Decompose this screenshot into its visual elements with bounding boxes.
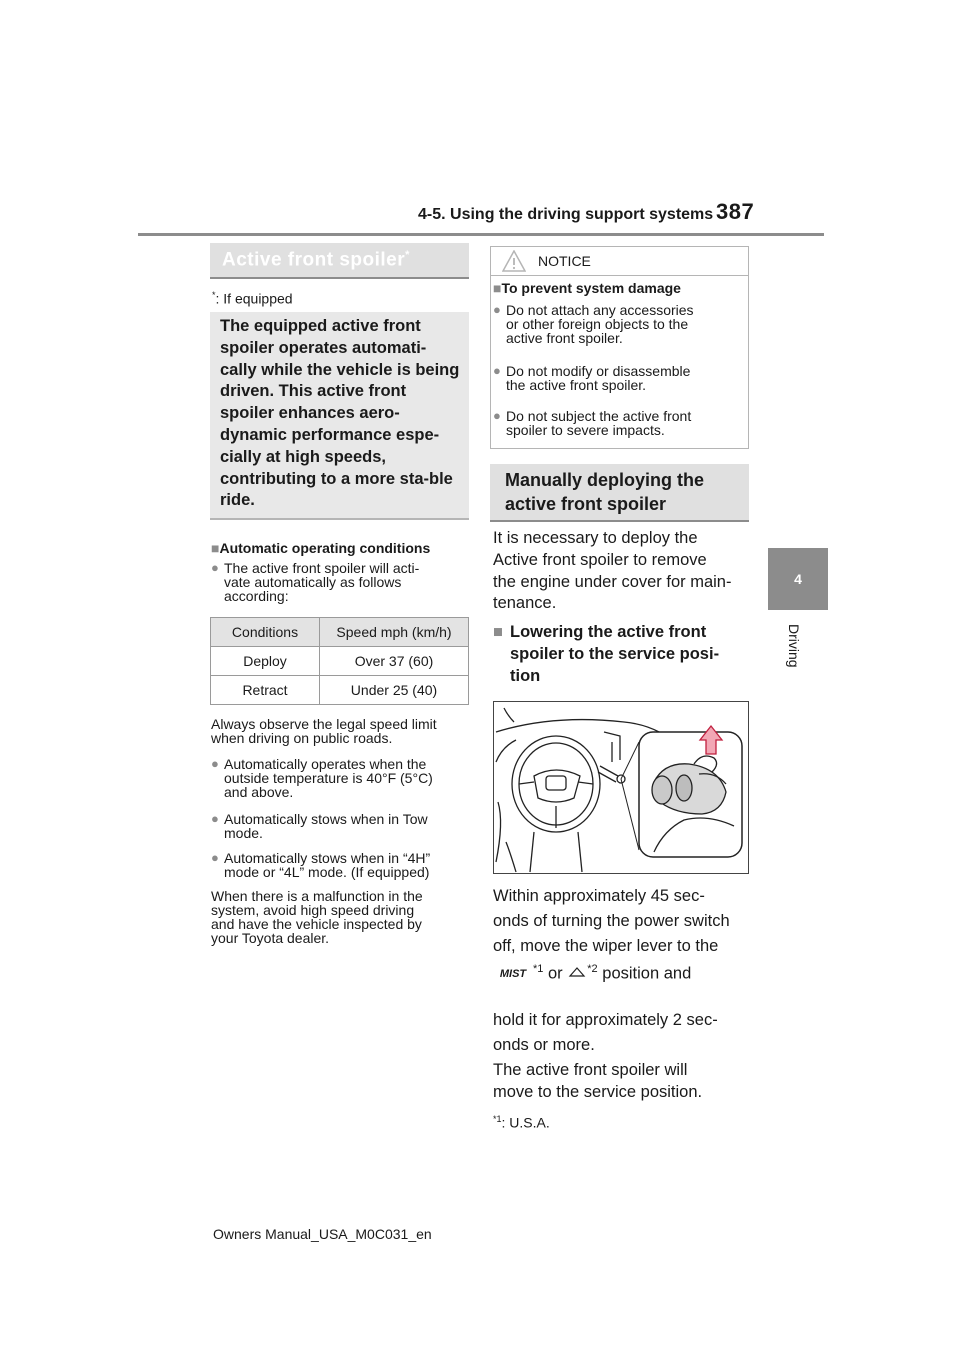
wiper-position-line: [493, 957, 751, 987]
bullet-icon: ●: [493, 363, 501, 378]
table-header-row: [211, 618, 469, 647]
bullet-line: vate automatically as follows: [224, 574, 402, 590]
notice-item: [493, 364, 747, 394]
text-line: Active front spoiler to remove: [493, 550, 707, 569]
section-heading-text: Active front spoiler: [222, 249, 406, 271]
header-rule: [138, 233, 824, 236]
footnote-text: : If equipped: [215, 290, 293, 307]
manual-heading-text: Manually deploying the active front spoiler: [505, 470, 705, 514]
square-bullet-icon: ■: [493, 623, 503, 641]
intro-box: [210, 312, 469, 518]
text-line: the engine under cover for main-: [493, 572, 732, 591]
footnote-text: : U.S.A.: [501, 1114, 550, 1131]
wiper-lever-illustration: [493, 701, 749, 874]
bullet-line: active front spoiler.: [506, 330, 623, 346]
table-header-cell: Speed mph (km/h): [320, 618, 469, 647]
bullet-line: spoiler to severe impacts.: [506, 422, 665, 438]
notice-item: [493, 303, 747, 347]
auto-conditions-heading: [211, 540, 430, 556]
bullet-line: Do not subject the active front: [506, 408, 692, 424]
steering-wheel-lever-drawing: [494, 702, 748, 873]
table-row: [211, 676, 469, 705]
or-text: or: [548, 964, 563, 983]
position-text: position and: [602, 964, 692, 983]
text-line: Within approximately 45 sec-: [493, 887, 705, 905]
text-line: onds of turning the power switch: [493, 912, 730, 930]
bullet-line: Do not attach any accessories: [506, 302, 694, 318]
text-line: when driving on public roads.: [211, 730, 393, 746]
warning-triangle-icon: [502, 250, 526, 272]
malfunction-note: [211, 889, 423, 945]
bullet-line: mode or “4L” mode. (If equipped): [224, 864, 430, 880]
section-heading-active-front-spoiler: [210, 243, 469, 279]
bullet-line: outside temperature is 40°F (5°C): [224, 770, 433, 786]
bullet-icon: ●: [493, 408, 501, 423]
steps-paragraph-cont: [493, 1008, 751, 1058]
text-line: onds or more.: [493, 1036, 595, 1054]
text-line: hold it for approximately 2 sec-: [493, 1011, 718, 1029]
text-line: tenance.: [493, 594, 557, 613]
bullet-icon: ●: [211, 850, 219, 865]
bullet-line: Do not modify or disassemble: [506, 363, 691, 379]
bullet-line: Automatically stows when in Tow: [224, 811, 428, 827]
list-item: [211, 561, 471, 609]
bullet-icon: ●: [211, 560, 219, 575]
bullet-line: or other foreign objects to the: [506, 316, 689, 332]
usa-footnote: [493, 1114, 550, 1131]
conditions-table: [210, 617, 469, 705]
legal-note: [211, 717, 437, 745]
square-bullet-icon: ■: [211, 540, 220, 556]
table-row: [211, 647, 469, 676]
table-cell: Over 37 (60): [320, 647, 469, 676]
notice-heading-text: To prevent system damage: [501, 280, 681, 296]
bullet-line: Automatically operates when the: [224, 756, 427, 772]
section-heading-underline: [490, 520, 749, 522]
wiper-position-icon: [567, 965, 587, 979]
footnote-mark: *: [212, 290, 216, 300]
page-number: 387: [716, 199, 755, 224]
result-paragraph: [493, 1059, 751, 1103]
list-item: [211, 757, 471, 801]
chapter-label: [766, 618, 830, 698]
section-title: 4-5. Using the driving support systems: [418, 206, 714, 223]
notice-label: NOTICE: [538, 253, 591, 269]
text-line: It is necessary to deploy the: [493, 529, 698, 547]
text-line: system, avoid high speed driving: [211, 902, 415, 918]
lowering-heading-text: Lowering the active front spoiler to the service posi-tion: [510, 623, 720, 685]
bullet-icon: ●: [211, 811, 219, 826]
bullet-line: the active front spoiler.: [506, 377, 647, 393]
footnote-mark: *1: [493, 1114, 502, 1124]
bullet-line: mode.: [224, 825, 263, 841]
text-line: move to the service position.: [493, 1083, 703, 1101]
bullet-line: Automatically stows when in “4H”: [224, 850, 431, 866]
deploy-paragraph: [493, 528, 751, 615]
section-heading-underline: [210, 277, 469, 279]
list-item: [211, 851, 471, 881]
intro-text: The equipped active front spoiler operates automati-cally while the vehicle is being driven. This active front spoiler enhances aero-dynamic performance espe-cially at high speeds, contributing to a more sta-ble ride.: [220, 317, 460, 510]
text-line: your Toyota dealer.: [211, 930, 330, 946]
list-item: [211, 812, 471, 842]
text-line: When there is a malfunction in the: [211, 888, 423, 904]
text-line: The active front spoiler will: [493, 1061, 688, 1079]
section-heading-manual-deploy: [490, 464, 749, 522]
note-mark: *1: [533, 963, 544, 975]
table-cell: Under 25 (40): [320, 676, 469, 705]
chapter-label-text: Driving: [786, 624, 802, 668]
bullet-line: The active front spoiler will acti-: [224, 560, 420, 576]
notice-item: [493, 409, 747, 439]
table-cell: Deploy: [211, 647, 320, 676]
manual-id: Owners Manual_USA_M0C031_en: [213, 1226, 432, 1242]
auto-conditions-heading-text: Automatic operating conditions: [219, 540, 431, 556]
text-line: off, move the wiper lever to the: [493, 937, 719, 955]
bullet-icon: ●: [211, 756, 219, 771]
chapter-tab[interactable]: 4: [768, 548, 828, 610]
bullet-line: and above.: [224, 784, 294, 800]
text-line: and have the vehicle inspected by: [211, 916, 422, 932]
notice-heading: [493, 280, 681, 296]
steps-paragraph: [493, 884, 751, 959]
mist-symbol-icon: MIST: [499, 967, 527, 980]
text-line: Always observe the legal speed limit: [211, 716, 437, 732]
if-equipped-note: [212, 290, 293, 307]
table-header-cell: Conditions: [211, 618, 320, 647]
bullet-icon: ●: [493, 302, 501, 317]
bullet-line: according:: [224, 588, 289, 604]
note-mark: *2: [587, 963, 598, 975]
intro-box-underline: [210, 518, 469, 520]
table-cell: Retract: [211, 676, 320, 705]
square-bullet-icon: ■: [493, 280, 502, 296]
notice-divider: [491, 275, 748, 276]
section-heading-mark: *: [405, 249, 410, 261]
